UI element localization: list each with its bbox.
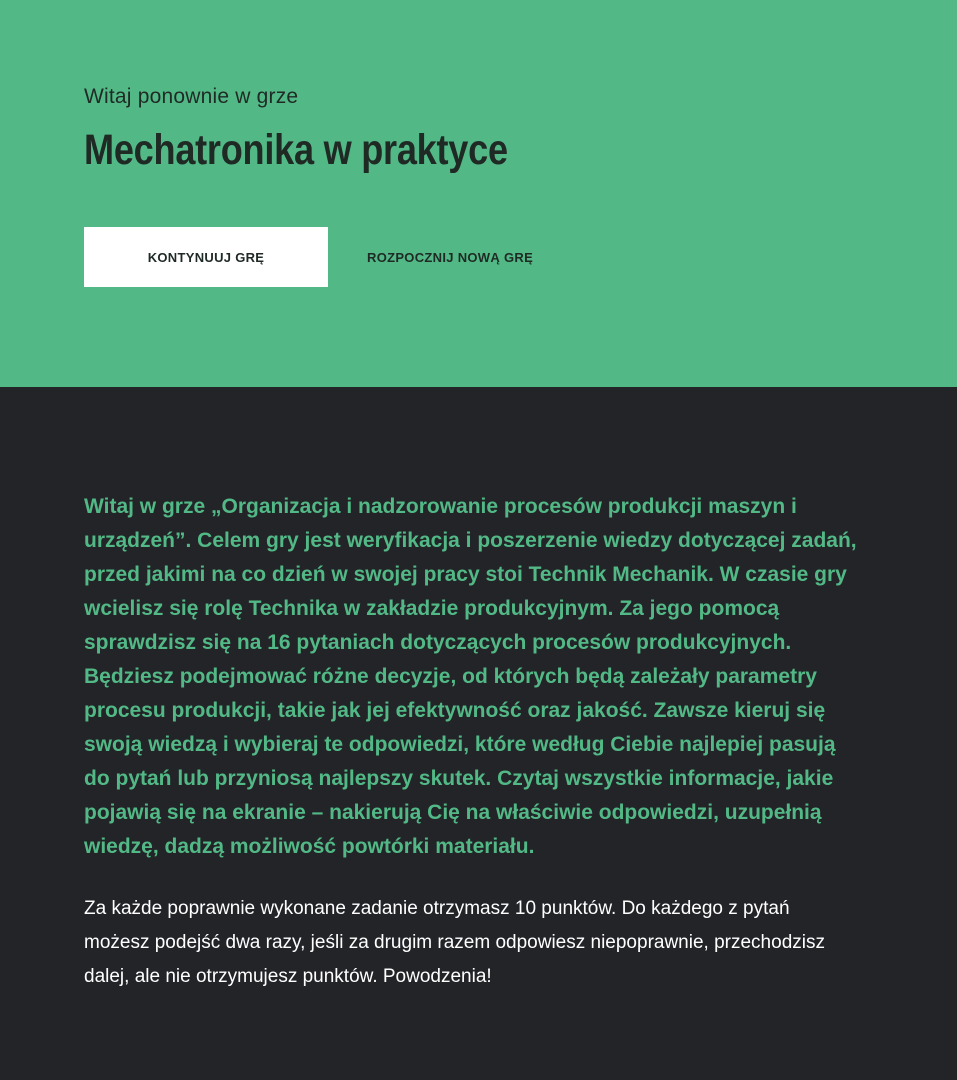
intro-section — [0, 387, 957, 1080]
continue-game-button[interactable]: KONTYNUUJ GRĘ — [84, 227, 328, 287]
new-game-button[interactable]: ROZPOCZNIJ NOWĄ GRĘ — [367, 227, 533, 287]
intro-lead-text: Witaj w grze „Organizacja i nadzorowanie procesów produkcji maszyn i urządzeń”. Celem gry jest weryfikacja i poszerzenie wiedzy dotyczącej zadań, przed jakimi na co dzień w swojej pracy stoi Technik Mechanik. W czasie gry wcielisz się rolę Technika w zakładzie produkcyjnym. Za jego pomocą sprawdzisz się na 16 pytaniach dotyczących procesów produkcyjnych. Będziesz podejmować różne decyzje, od których będą zależały parametry procesu produkcji, takie jak jej efektywność oraz jakość. Zawsze kieruj się swoją wiedzą i wybieraj te odpowiedzi, które według Ciebie najlepiej pasują do pytań lub przyniosą najlepszy skutek. Czytaj wszystkie informacje, jakie pojawią się na ekranie – nakierują Cię na właściwie odpowiedzi, uzupełnią wiedzę, dadzą możliwość powtórki materiału. — [84, 495, 857, 858]
hero-section — [0, 0, 957, 387]
page-title: Mechatronika w praktyce — [84, 126, 508, 174]
hero-buttons — [84, 227, 533, 287]
hero-subtitle: Witaj ponownie w grze — [84, 85, 299, 108]
rules-text: Za każde poprawnie wykonane zadanie otrzymasz 10 punktów. Do każdego z pytań możesz podejść dwa razy, jeśli za drugim razem odpowiesz niepoprawnie, przechodzisz dalej, ale nie otrzymujesz punktów. Powodzenia! — [84, 898, 825, 987]
